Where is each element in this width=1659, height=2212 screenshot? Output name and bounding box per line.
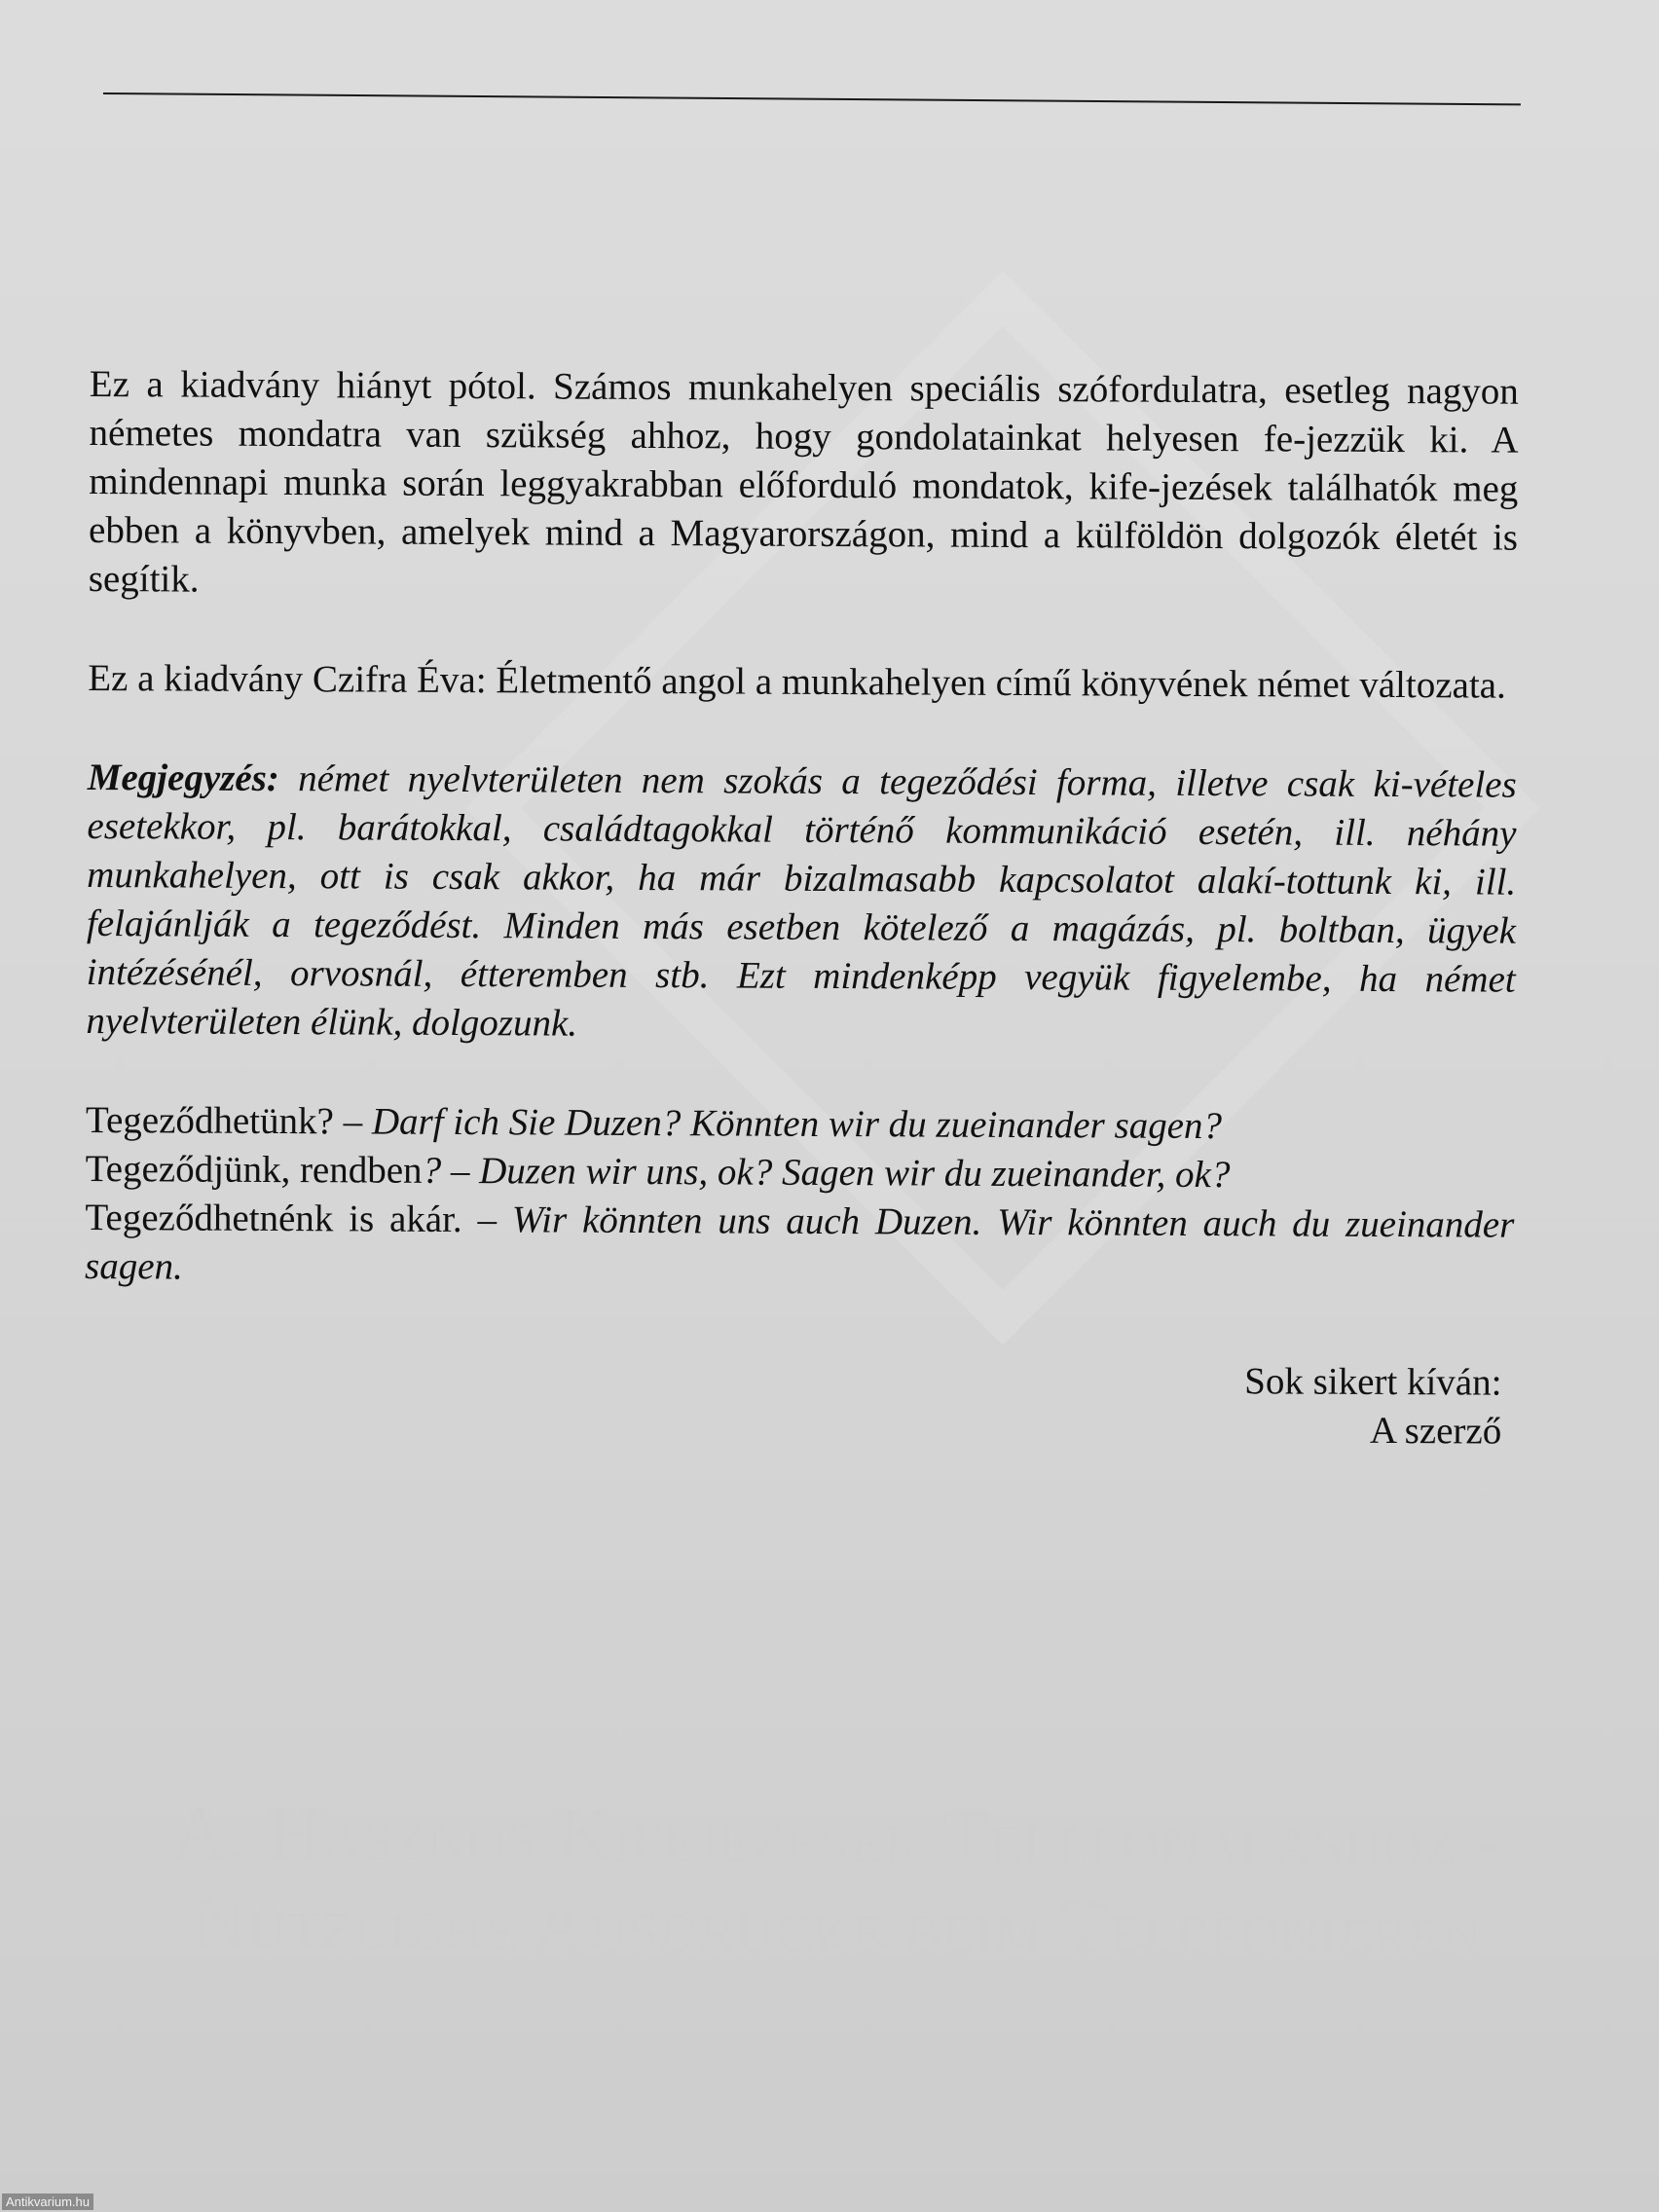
- signoff-greeting: Sok sikert kíván:: [1244, 1360, 1502, 1404]
- dialog-line-3: [85, 1194, 1515, 1299]
- site-watermark: Antikvarium.hu: [2, 2194, 93, 2210]
- signoff: [84, 1351, 1514, 1456]
- intro-paragraph: Ez a kiadvány hiányt pótol. Számos munkahelyen speciális szófordulatra, esetleg nagyon németes mondatra van szükség ahhoz, hogy gondolatainkat helyesen fe-jezzük ki. A mindennapi munka során leggyakrabban előforduló mondatok, kife-jezések találhatók meg ebben a könyvben, amelyek mind a Magyarországon, mind a külföldön dolgozók életét is segítik.: [88, 362, 1519, 601]
- signoff-author: A szerző: [1369, 1409, 1502, 1453]
- page-body: [84, 360, 1519, 1456]
- dialog-hungarian-3: Tegeződhetnénk is akár.: [85, 1196, 478, 1241]
- dialog-hungarian-2: Tegeződjünk, rendben: [85, 1147, 423, 1192]
- show-through-heading: [117, 1788, 1559, 1974]
- note-label: Megjegyzés:: [87, 756, 279, 800]
- note-text: német nyelvterületen nem szokás a tegeződési forma, illetve csak ki-vételes esetekkor, pl. barátokkal, családtagokkal történő kommunikáció esetén, ill. néhány munkahelyen, ott is csak akkor, ha már bizalmasabb kapcsolatot alakí-tottunk ki, ill. felajánlják a tegeződést. Minden más esetben kötelező a magázás, pl. boltban, ügyek intézésénél, orvosnál, étteremben stb. Ezt mindenképp vegyük figyelembe, ha német nyelvterületen élünk, dolgozunk.: [86, 757, 1517, 1045]
- dialog-hungarian-1: Tegeződhetünk?: [85, 1098, 344, 1143]
- dialog-german-3: – Wir könnten uns auch Duzen. Wir könnten auch du zueinander sagen.: [85, 1198, 1515, 1288]
- dialog-german-1: – Darf ich Sie Duzen? Könnten wir du zueinander sagen?: [343, 1100, 1223, 1148]
- dialog-examples: [85, 1096, 1515, 1299]
- note-paragraph: [86, 754, 1517, 1053]
- show-through-line-1: A. Hasznos Kifejezések Telefonáláshoz -: [171, 1789, 1504, 1882]
- show-through-line-2: Nützliche Ausdrücke beim Telefonieren: [191, 1879, 1483, 1972]
- dialog-german-2: ? – Duzen wir uns, ok? Sagen wir du zueinander, ok?: [422, 1149, 1231, 1197]
- dialog-line-2: [86, 1145, 1515, 1201]
- header-rule: [103, 92, 1521, 105]
- dialog-line-1: [86, 1096, 1515, 1153]
- source-paragraph: Ez a kiadvány Czifra Éva: Életmentő angol a munkahelyen című könyvének német változata.: [88, 656, 1506, 707]
